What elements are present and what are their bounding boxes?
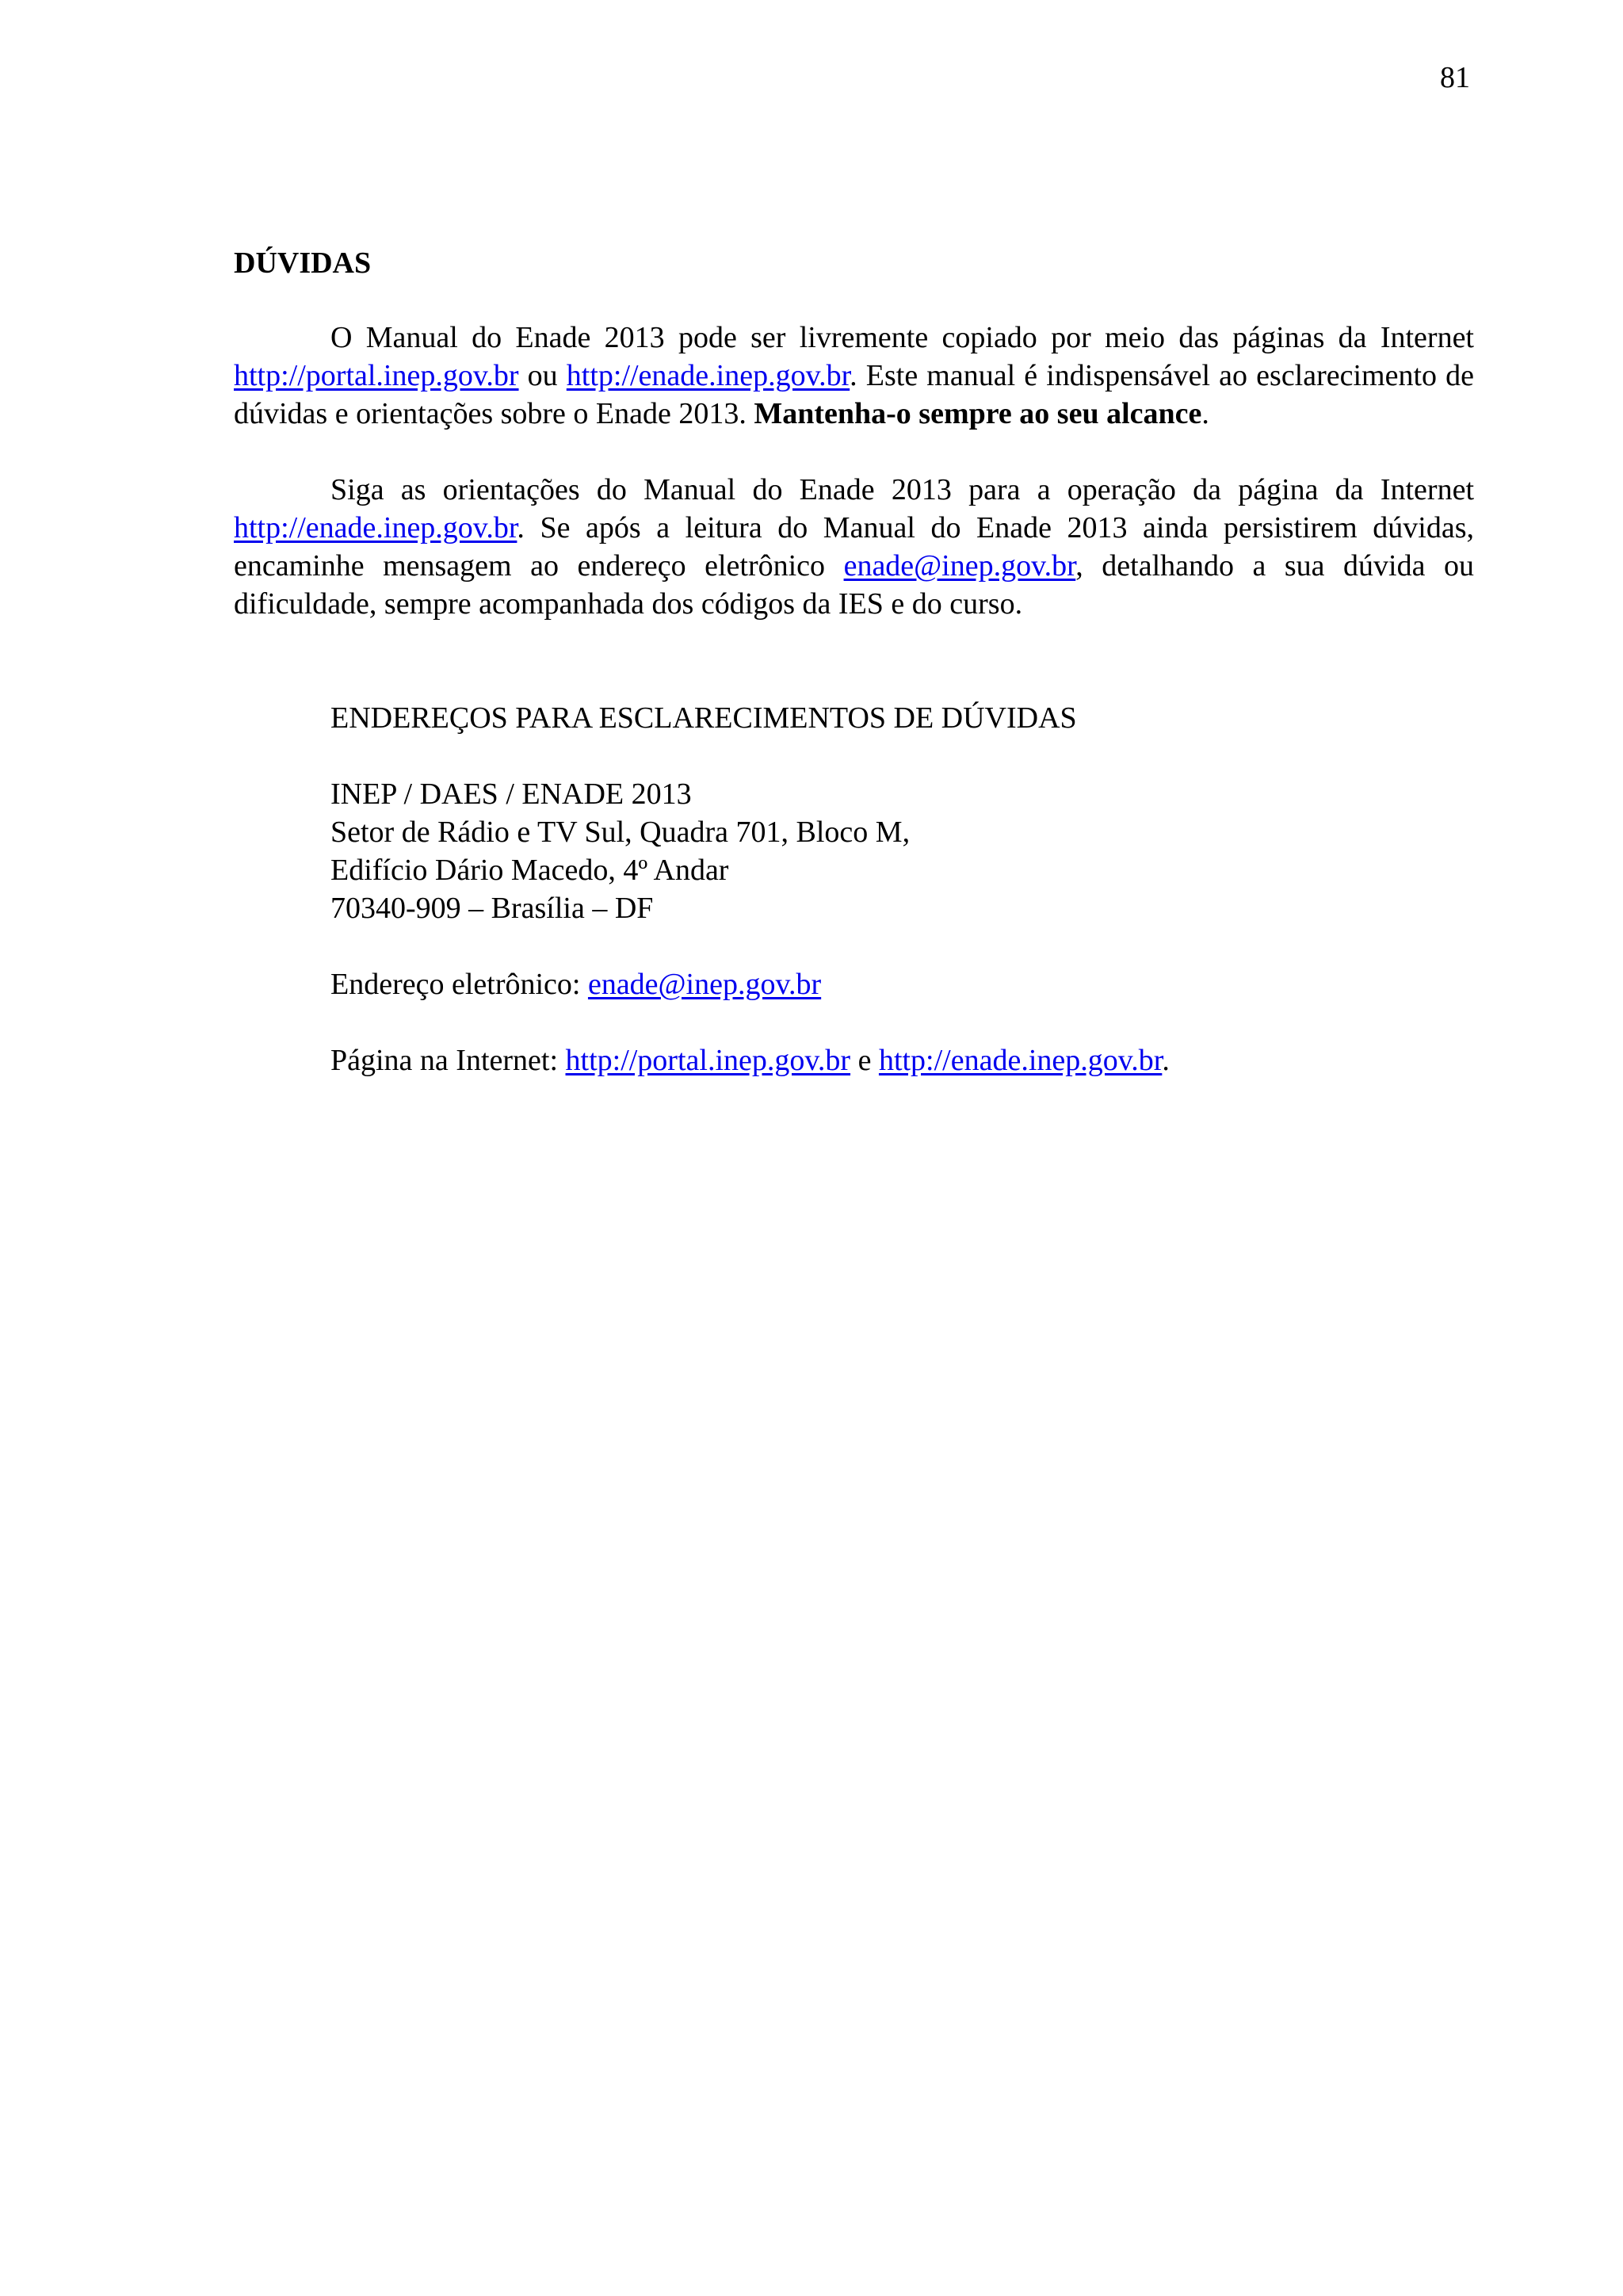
instructions-paragraph bbox=[234, 471, 1474, 623]
address-org: INEP / DAES / ENADE 2013 bbox=[330, 777, 692, 811]
intro-text-a: O Manual do Enade 2013 pode ser livremente copiado por meio das páginas da Internet bbox=[330, 321, 1474, 354]
address-line-1: Setor de Rádio e TV Sul, Quadra 701, Bloco M, bbox=[330, 816, 911, 849]
intro-text-b: ou bbox=[518, 359, 567, 392]
intro-text-d: . bbox=[1201, 397, 1209, 430]
web-label: Página na Internet: bbox=[330, 1044, 566, 1077]
address-block bbox=[234, 699, 1474, 1079]
email-line bbox=[330, 965, 1474, 1003]
address-email-link[interactable]: enade@inep.gov.br bbox=[587, 968, 822, 1001]
document-body bbox=[234, 244, 1474, 1079]
enade-link[interactable]: http://enade.inep.gov.br bbox=[566, 359, 850, 392]
intro-bold-text: Mantenha-o sempre ao seu alcance bbox=[754, 397, 1202, 430]
page-number: 81 bbox=[1440, 61, 1470, 94]
section-heading: DÚVIDAS bbox=[234, 246, 372, 280]
intro-text-c: . Este manual é indispensável ao esclarecimento de dúvidas e orientações sobre o Enade 2013. bbox=[234, 359, 1475, 430]
address-portal-link[interactable]: http://portal.inep.gov.br bbox=[565, 1044, 851, 1077]
enade-link-2[interactable]: http://enade.inep.gov.br bbox=[234, 511, 517, 544]
address-title: ENDEREÇOS PARA ESCLARECIMENTOS DE DÚVIDAS bbox=[330, 701, 1077, 735]
intro-paragraph bbox=[234, 319, 1474, 433]
instructions-text-c: , detalhando a sua dúvida ou dificuldade, sempre acompanhada dos códigos da IES e do curso. bbox=[234, 549, 1474, 621]
email-label: Endereço eletrônico: bbox=[330, 968, 588, 1001]
instructions-text-a: Siga as orientações do Manual do Enade 2013 para a operação da página da Internet bbox=[330, 473, 1474, 506]
web-separator: e bbox=[850, 1044, 879, 1077]
address-line-3: 70340-909 – Brasília – DF bbox=[330, 892, 654, 925]
email-link[interactable]: enade@inep.gov.br bbox=[843, 549, 1076, 583]
portal-link[interactable]: http://portal.inep.gov.br bbox=[234, 359, 519, 392]
address-line-2: Edifício Dário Macedo, 4º Andar bbox=[330, 854, 729, 887]
instructions-text-b: . Se após a leitura do Manual do Enade 2013 ainda persistirem dúvidas, encaminhe mensagem ao endereço eletrônico bbox=[234, 511, 1474, 583]
web-end: . bbox=[1162, 1044, 1170, 1077]
address-enade-link[interactable]: http://enade.inep.gov.br bbox=[878, 1044, 1163, 1077]
web-line bbox=[330, 1041, 1474, 1079]
